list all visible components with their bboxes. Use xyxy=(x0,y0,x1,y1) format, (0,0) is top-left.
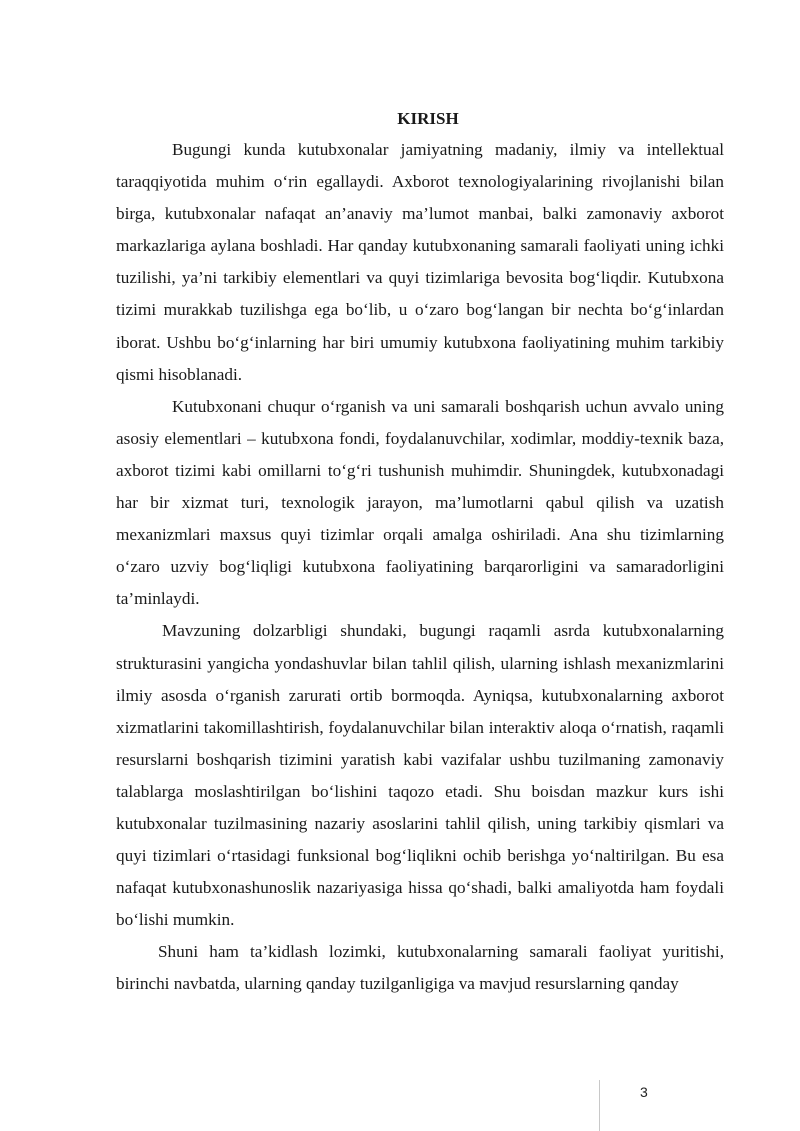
section-heading: KIRISH xyxy=(397,109,459,128)
page-number: 3 xyxy=(640,1084,648,1100)
paragraph-4: Shuni ham ta’kidlash lozimki, kutubxonalarning samarali faoliyat yuritishi, birinchi navbatda, ularning qanday tuzilganligiga va mavjud resurslarning qanday xyxy=(116,942,724,994)
paragraph-2: Kutubxonani chuqur o‘rganish va uni samarali boshqarish uchun avvalo uning asosiy elementlari – kutubxona fondi, foydalanuvchilar, xodimlar, moddiy-texnik baza, axborot tizimi kabi omillarni to‘g‘ri tushunish muhimdir. Shuningdek, kutubxonadagi har bir xizmat turi, texnologik jarayon, ma’lumotlarni qabul qilish va uzatish mexanizmlari maxsus quyi tizimlar orqali amalga oshiriladi. Ana shu tizimlarning o‘zaro uzviy bog‘liqligi kutubxona faoliyatining barqarorligini va samaradorligini ta’minlaydi. xyxy=(116,396,724,609)
paragraph-1: Bugungi kunda kutubxonalar jamiyatning madaniy, ilmiy va intellektual taraqqiyotida muhim o‘rin egallaydi. Axborot texnologiyalarining rivojlanishi bilan birga, kutubxonalar nafaqat an’anaviy ma’lumot manbai, balki zamonaviy axborot markazlariga aylana boshladi. Har qanday kutubxonaning samarali faoliyati uning ichki tuzilishi, ya’ni tarkibiy elementlari va quyi tizimlariga bevosita bog‘liqdir. Kutubxona tizimi murakkab tuzilishga ega bo‘lib, u o‘zaro bog‘langan bir nechta bo‘g‘inlardan iborat. Ushbu bo‘g‘inlarning har biri umumiy kutubxona faoliyatining muhim tarkibiy qismi hisoblanadi. xyxy=(116,140,724,384)
paragraph-3: Mavzuning dolzarbligi shundaki, bugungi raqamli asrda kutubxonalarning strukturasini yangicha yondashuvlar bilan tahlil qilish, ularning ishlash mexanizmlarini ilmiy asosda o‘rganish zarurati ortib bormoqda. Ayniqsa, kutubxonalarning axborot xizmatlarini takomillashtirish, foydalanuvchilar bilan interaktiv aloqa o‘rnatish, raqamli resurslarni boshqarish tizimini yaratish kabi vazifalar ushbu tuzilmaning zamonaviy talablarga moslashtirilgan bo‘lishini taqozo etadi. Shu boisdan mazkur kurs ishi kutubxonalar tuzilmasining nazariy asoslarini tahlil qilish, uning tarkibiy qismlari va quyi tizimlari o‘rtasidagi funksional bog‘liqlikni ochib berishga yo‘naltirilgan. Bu esa nafaqat kutubxonashunoslik nazariyasiga hissa qo‘shadi, balki amaliyotda ham foydali bo‘lishi mumkin. xyxy=(116,621,724,930)
footer-divider xyxy=(599,1080,600,1131)
page-content xyxy=(116,104,724,1001)
